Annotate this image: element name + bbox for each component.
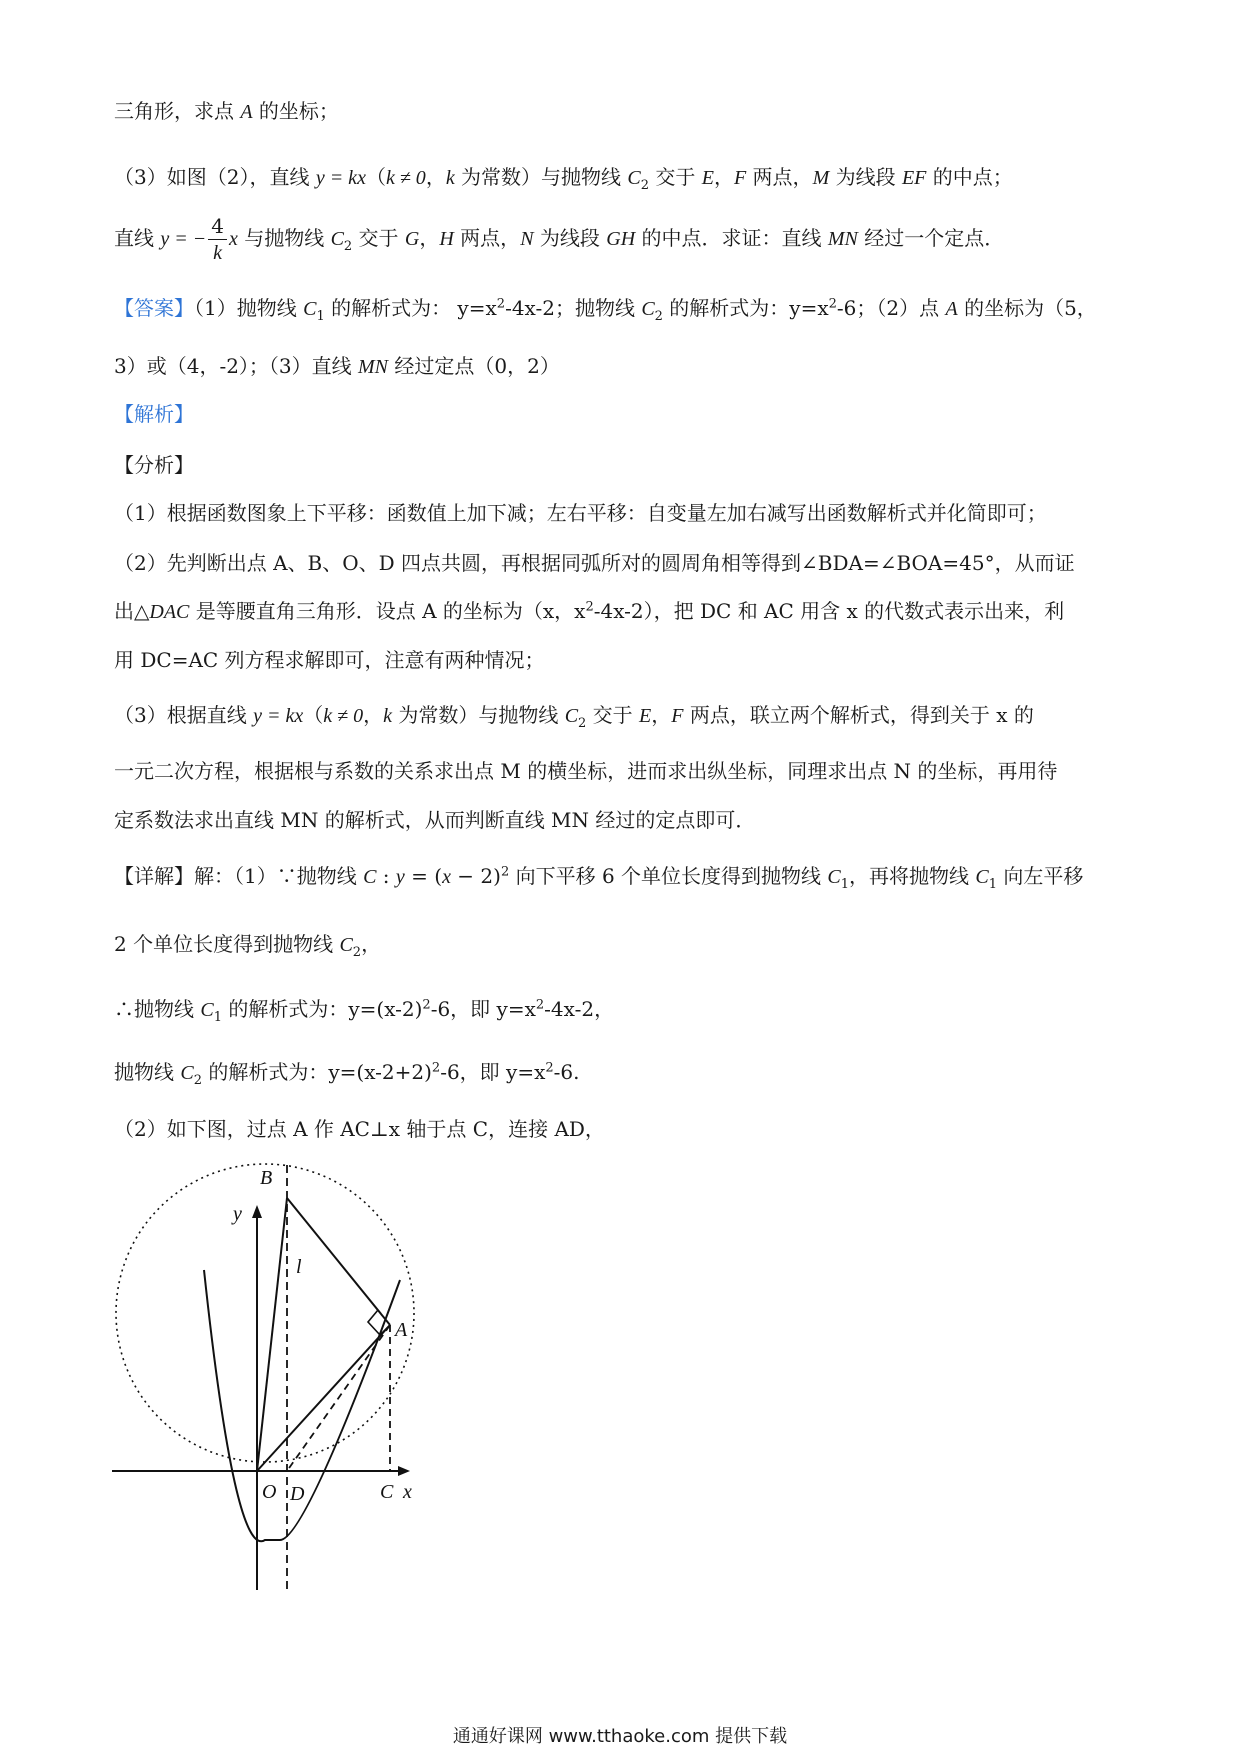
geometry-figure [110,1160,430,1590]
question-3-line-1: （3）如图（2），直线 y = kx（k ≠ 0，k 为常数）与抛物线 $C_2$ 交于 E，F 两点，M 为线段 EF 的中点； [114,165,1013,193]
y-axis-arrow [252,1205,262,1218]
segment-BA [287,1198,390,1325]
question-3-line-2: 直线 y = − $\frac{4}{k}$ x 与抛物线 $C_2$ 交于 G，H 两点，N 为线段 GH 的中点．求证：直线 MN 经过一个定点． [114,214,1005,264]
label-y: y [233,1203,242,1225]
label-B: B [260,1167,273,1189]
solution-line-1: 【详解】解：（1）∵抛物线 C : $y = (x - 2)^2$ 向下平移 6 个单位长度得到抛物线 $C_1$，再将抛物线 $C_1$ 向左平移 [114,864,1084,892]
fraction-4-over-k: $\frac{4}{k}$ [208,213,227,266]
segment-OB [257,1198,287,1471]
solution-line-4: 抛物线 $C_2$ 的解析式为：$y=(x-2+2)^2-6$，即 $y=x^2-6$. [114,1060,580,1088]
label-x: x [403,1481,412,1503]
segment-AD [287,1325,390,1471]
analysis-step-2-line-1: （2）先判断出点 A、B、O、D 四点共圆，再根据同弧所对的圆周角相等得到∠BDA=∠BOA=45°，从而证 [114,551,1075,575]
label-l: l [296,1256,302,1278]
analysis-step-1: （1）根据函数图象上下平移：函数值上加下减；左右平移：自变量左加右减写出函数解析式并化简即可； [114,501,1047,525]
text-line-1: 三角形，求点 A 的坐标； [114,99,339,123]
solution-line-2: 2 个单位长度得到抛物线 $C_2$， [114,932,382,960]
answer-tag: 【答案】 [114,296,194,320]
segment-OA [257,1325,390,1471]
analysis-step-2-line-2: 出△DAC 是等腰直角三角形．设点 A 的坐标为（x，$x^2-4x-2$），把 DC 和 AC 用含 x 的代数式表示出来，利 [114,599,1065,623]
footer: 通通好课网 www.tthaoke.com 提供下载 [452,1726,788,1747]
label-C: C [380,1481,394,1503]
analysis-step-2-line-3: 用 DC=AC 列方程求解即可，注意有两种情况； [114,648,545,672]
analysis-heading: 【分析】 [114,453,194,477]
analysis-step-3-line-3: 定系数法求出直线 MN 的解析式，从而判断直线 MN 经过的定点即可． [114,808,756,832]
x-axis-arrow [398,1466,410,1476]
label-A: A [395,1319,408,1341]
solution-line-3: ∴抛物线 $C_1$ 的解析式为：$y=(x-2)^2-6$，即 $y=x^2-4x-2$， [114,997,615,1025]
answer-line-2: 3）或（4，-2）；（3）直线 MN 经过定点（0，2） [114,354,560,378]
analysis-step-3-line-1: （3）根据直线 y = kx（k ≠ 0，k 为常数）与抛物线 $C_2$ 交于 E，F 两点，联立两个解析式，得到关于 x 的 [114,703,1034,731]
circle [116,1164,414,1462]
label-D: D [290,1483,305,1505]
analysis-tag: 【解析】 [114,402,194,426]
analysis-step-3-line-2: 一元二次方程，根据根与系数的关系求出点 M 的横坐标，进而求出纵坐标，同理求出点 N 的坐标，再用待 [114,759,1058,783]
label-O: O [262,1481,277,1503]
answer-line-1: 【答案】（1）抛物线 $C_1$ 的解析式为： $y=x^2-4x-2$；抛物线 $C_2$ 的解析式为：$y=x^2-6$；（2）点 A 的坐标为（5， [114,296,1097,324]
solution-line-5: （2）如下图，过点 A 作 AC⊥x 轴于点 C，连接 AD， [114,1117,605,1141]
